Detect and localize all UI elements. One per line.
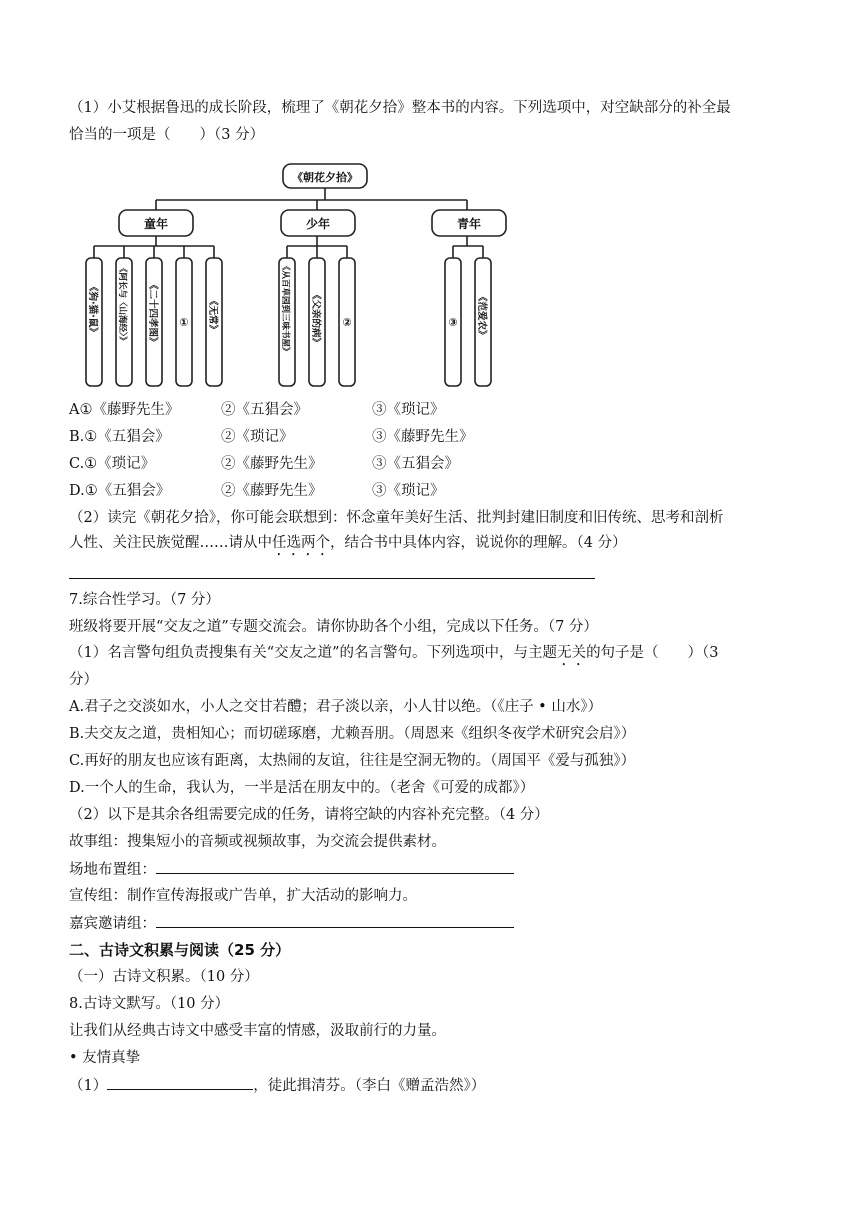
- option-a-2: ②《五猖会》: [221, 402, 308, 418]
- diagram-item: 《范爱农》: [476, 292, 487, 340]
- question-7-option-c: C.再好的朋友也应该有距离，太热闹的友谊，往往是空洞无物的。（周国平《爱与孤独》）: [69, 753, 636, 769]
- diagram-item: ①: [179, 316, 189, 329]
- task-publicity-group: 宣传组：制作宣传海报或广告单，扩大活动的影响力。: [69, 888, 417, 904]
- section-2-heading: 二、古诗文积累与阅读（25 分）: [69, 941, 291, 959]
- diagram-stage-youth: 少年: [305, 217, 331, 231]
- diagram-item: ②: [342, 316, 352, 329]
- diagram-stage-childhood: 童年: [143, 217, 169, 231]
- diagram-item: 《无常》: [207, 296, 218, 335]
- option-d-1: D.①《五猖会》: [69, 483, 171, 499]
- diagram-root-label: 《朝花夕拾》: [292, 171, 358, 184]
- question-6-1-line1: （1）小艾根据鲁迅的成长阶段，梳理了《朝花夕拾》整本书的内容。下列选项中，对空缺部分的补全最: [69, 100, 731, 116]
- diagram-item: 《父亲的病》: [310, 290, 321, 348]
- option-b-3: ③《藤野先生》: [372, 429, 474, 445]
- question-7-option-b: B.夫交友之道，贵相知心；而切磋琢磨，尤赖吾朋。（周恩来《组织冬夜学术研究会启》）: [69, 726, 636, 742]
- question-7-intro: 班级将要开展“交友之道”专题交流会。请你协助各个小组，完成以下任务。（7 分）: [69, 619, 598, 635]
- task-story-group: 故事组：搜集短小的音频或视频故事，为交流会提供素材。: [69, 834, 446, 850]
- question-6-2-line2: 人性、关注民族觉醒……请从中任选两个，结合书中具体内容，说说你的理解。（4 分）: [69, 535, 627, 551]
- question-8-intro: 让我们从经典古诗文中感受丰富的情感，汲取前行的力量。: [69, 1023, 446, 1039]
- option-c-2: ②《藤野先生》: [221, 456, 323, 472]
- question-7-1-line2: 分）: [69, 672, 98, 688]
- question-6-1-line2: 恰当的一项是（ ）（3 分）: [69, 127, 265, 143]
- task-venue-group: 场地布置组：: [69, 859, 514, 880]
- question-7-1-line1: （1）名言警句组负责搜集有关“交友之道”的名言警句。下列选项中，与主题无关的句子是（ ）（3: [69, 645, 719, 661]
- option-d-2: ②《藤野先生》: [221, 483, 323, 499]
- question-7-option-a: A.君子之交淡如水，小人之交甘若醴；君子淡以亲，小人甘以绝。（《庄子 • 山水》）: [69, 699, 603, 715]
- venue-blank[interactable]: [156, 859, 514, 874]
- question-7-option-d: D.一个人的生命，我认为，一半是活在朋友中的。（老舍《可爱的成都》）: [69, 780, 535, 796]
- bullet-friendship: • 友情真挚: [69, 1050, 141, 1066]
- diagram-item: 《从百草园到三味书屋》: [280, 262, 290, 356]
- diagram-item: 《二十四孝图》: [147, 280, 158, 347]
- diagram-item: ③: [448, 316, 458, 329]
- diagram-item: 《狗·猫·鼠》: [87, 282, 98, 337]
- diagram-stage-young-adult: 青年: [456, 217, 482, 231]
- option-a-3: ③《琐记》: [372, 402, 445, 418]
- option-a-1: A①《藤野先生》: [69, 402, 180, 418]
- option-d-3: ③《琐记》: [372, 483, 445, 499]
- option-b-1: B.①《五猖会》: [69, 429, 170, 445]
- question-7-title: 7.综合性学习。（7 分）: [69, 592, 220, 608]
- task-guest-group: 嘉宾邀请组：: [69, 913, 514, 934]
- guest-blank[interactable]: [156, 913, 514, 928]
- question-8-item-1: （1） ，徒此揖清芬。（李白《赠孟浩然》）: [69, 1075, 485, 1096]
- diagram-item: 《阿长与〈山海经〉》: [117, 264, 127, 345]
- option-c-3: ③《五猖会》: [372, 456, 459, 472]
- question-7-2: （2）以下是其余各组需要完成的任务，请将空缺的内容补充完整。（4 分）: [69, 807, 549, 823]
- book-structure-diagram: [74, 160, 524, 392]
- item-1-blank[interactable]: [107, 1075, 253, 1090]
- question-6-2-line1: （2）读完《朝花夕拾》，你可能会联想到：怀念童年美好生活、批判封建旧制度和旧传统、思考和剖析: [69, 510, 724, 526]
- question-8-title: 8.古诗文默写。（10 分）: [69, 996, 230, 1012]
- option-b-2: ②《琐记》: [221, 429, 294, 445]
- section-2-sub: （一）古诗文积累。（10 分）: [69, 969, 259, 985]
- option-c-1: C.①《琐记》: [69, 456, 156, 472]
- answer-line[interactable]: [69, 578, 595, 579]
